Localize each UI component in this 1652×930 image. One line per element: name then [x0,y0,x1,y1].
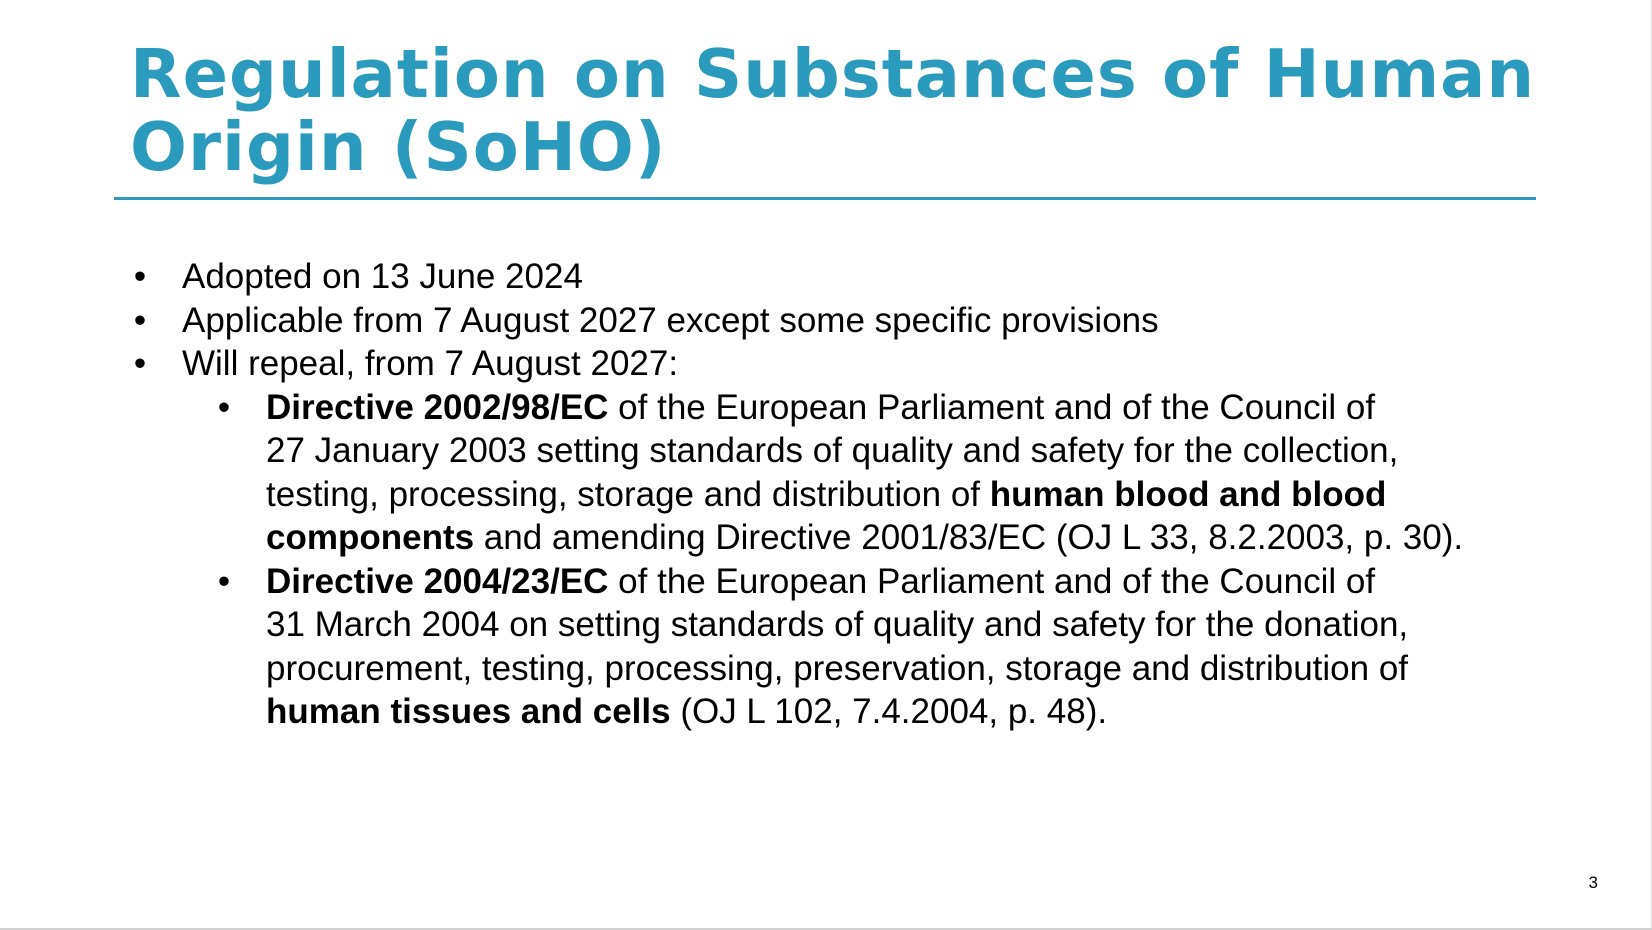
directive-name: Directive 2004/23/EC [266,561,609,601]
bullet-text: Will repeal, from 7 August 2027: [182,344,679,383]
directive-line: 27 January 2003 setting standards of quality and safety for the collection, [266,431,1399,470]
directive-subject: human blood and blood [989,474,1387,514]
directive-subject: human tissues and cells [266,692,671,731]
bullet-applicable [130,299,1550,343]
bullet-dot: • [133,257,147,296]
directive-2004-23-ec [214,560,1550,734]
slide-content [130,255,1550,734]
bullet-text: Adopted on 13 June 2024 [182,257,583,296]
directive-line [266,473,1550,517]
directive-subject: components [266,518,475,557]
directive-line [266,516,1550,560]
bullet-adopted [130,255,1550,299]
bullet-text: Applicable from 7 August 2027 except some specific provisions [182,300,1159,340]
directive-line: procurement, testing, processing, preservation, storage and distribution of [266,648,1409,688]
directive-text: (OJ L 102, 7.4.2004, p. 48). [670,692,1108,731]
page-number: 3 [1588,873,1598,892]
directive-text: and amending Directive 2001/83/EC (OJ L 33, 8.2.2003, p. 30). [474,518,1464,557]
directive-line [266,560,1550,604]
sub-bullet-dot: • [217,387,231,427]
bullet-repeal [130,342,1550,386]
bullet-dot: • [133,300,147,340]
directive-text: of the European Parliament and of the Council of [608,387,1376,427]
sub-bullet-dot: • [217,561,231,601]
directive-text: of the European Parliament and of the Council of [608,561,1376,601]
title-underline [114,197,1536,200]
directive-name: Directive 2002/98/EC [266,387,609,427]
directive-line [266,690,1550,734]
directive-text: testing, processing, storage and distribution of [266,474,990,514]
bullet-dot: • [133,344,147,383]
directive-line: 31 March 2004 on setting standards of quality and safety for the donation, [266,605,1409,644]
repealed-directives-list [214,386,1550,734]
slide-title: Regulation on Substances of Human Origin (SoHO) [130,35,1536,186]
directive-2002-98-ec [214,386,1550,560]
directive-line [266,386,1550,430]
